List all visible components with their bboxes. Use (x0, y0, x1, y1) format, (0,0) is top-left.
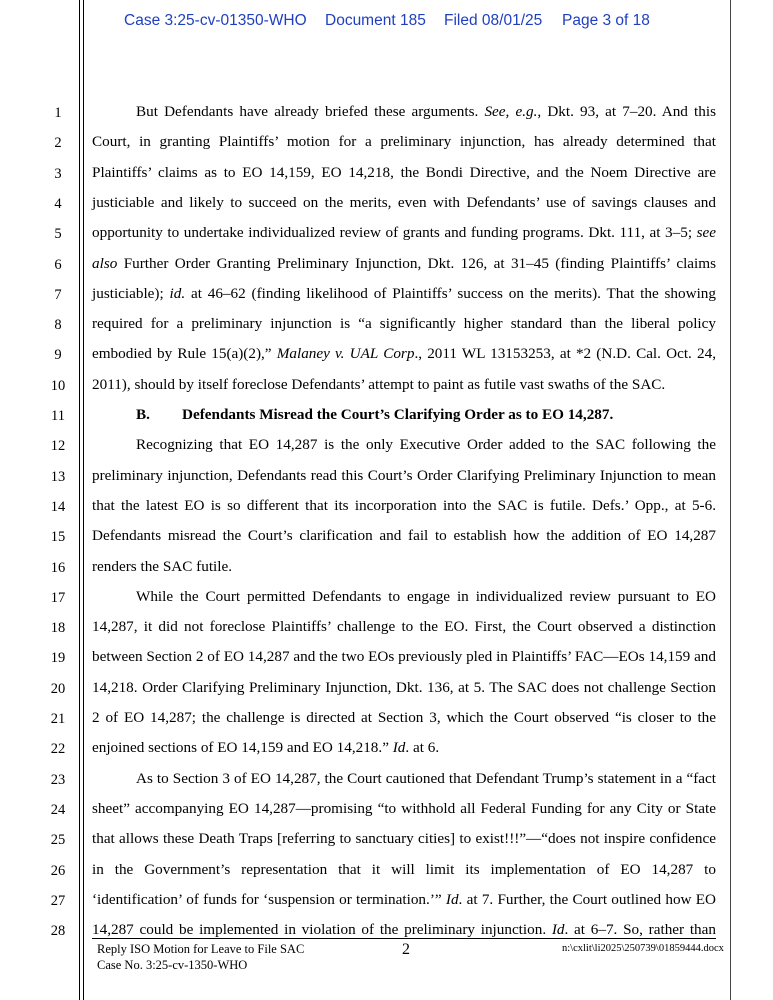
text-run: between Section 2 of EO 14,287 and the two EOs previously pled in Plaintiffs’ FAC—EOs 14,159 and (92, 648, 716, 666)
left-margin-rule-2 (83, 0, 84, 1000)
text-run: Further Order Granting Preliminary Injunction, Dkt. 126, at 31–45 (finding Plaintiffs’ claims (117, 254, 716, 272)
text-run: Court, in granting Plaintiffs’ motion for a preliminary injunction, has already determined that (92, 133, 716, 151)
line-number: 19 (50, 650, 66, 667)
text-run: justiciable and likely to succeed on the merits, even with Defendants’ use of savings clauses and (92, 193, 716, 211)
line-number: 26 (50, 862, 66, 879)
heading-letter: B. (136, 406, 150, 423)
text-run: renders the SAC futile. (92, 557, 233, 575)
line-number: 4 (54, 195, 62, 212)
text-line (136, 771, 716, 786)
text-run: . at 6. (405, 739, 440, 757)
text-run: As to Section 3 of EO 14,287, the Court cautioned that Defendant Trump’s statement in a “fact (136, 769, 716, 787)
text-run: Recognizing that EO 14,287 is the only Executive Order added to the SAC following the (136, 436, 716, 454)
line-number: 15 (50, 529, 66, 546)
italic-citation: also (92, 254, 118, 272)
italic-citation: Id (392, 739, 406, 757)
text-line (92, 619, 716, 634)
text-line (92, 134, 716, 149)
text-run: Plaintiffs’ claims as to EO 14,159, EO 14,218, the Bondi Directive, and the Noem Directive are (92, 163, 716, 181)
text-line (92, 165, 716, 180)
text-run: at 46–62 (finding likelihood of Plaintiffs’ success on the merits). That the showing (185, 284, 716, 302)
text-run: 2011), should by itself foreclose Defendants’ attempt to paint as futile vast swaths of the SAC. (92, 375, 666, 393)
text-run: Defendants misread the Court’s clarification and fail to establish how the addition of EO 14,287 (92, 527, 716, 545)
italic-citation: See, e.g. (484, 103, 538, 120)
line-number: 10 (50, 377, 66, 394)
text-run: that allows these Death Traps [referring to sanctuary cities] to exist!!!”—“does not inspire confidence (92, 830, 716, 848)
text-run: 14,287, it did not foreclose Plaintiffs’ challenge to the EO. First, the Court observed a distinction (92, 618, 716, 636)
italic-citation: id. (169, 284, 186, 302)
text-line (92, 377, 716, 392)
text-line (92, 468, 716, 483)
line-number: 16 (50, 559, 66, 576)
text-line (92, 649, 716, 664)
line-number: 8 (54, 317, 62, 334)
text-line (92, 256, 716, 271)
text-line (92, 831, 716, 846)
line-number: 14 (50, 498, 66, 515)
text-line (92, 225, 716, 240)
line-number: 28 (50, 923, 66, 940)
text-line (92, 559, 716, 574)
document-number: Document 185 (325, 12, 426, 29)
footer-case-number: Case No. 3:25-cv-1350-WHO (97, 958, 248, 972)
line-number: 17 (50, 589, 66, 606)
italic-citation: see (696, 224, 716, 242)
line-number: 21 (50, 711, 66, 727)
footer-title: Reply ISO Motion for Leave to File SAC (97, 942, 305, 956)
line-number: 13 (50, 468, 66, 485)
right-margin-rule (730, 0, 731, 1000)
heading-text: Defendants Misread the Court’s Clarifying Order as to EO 14,287. (182, 406, 614, 423)
line-number: 1 (54, 105, 62, 121)
text-run: 14,218. Order Clarifying Preliminary Injunction, Dkt. 136, at 5. The SAC does not challenge Section (92, 678, 716, 696)
file-path: n:\cxlit\li2025\250739\01859444.docx (562, 943, 724, 954)
line-number: 22 (50, 741, 66, 758)
text-run: preliminary injunction, Defendants read this Court’s Order Clarifying Preliminary Injunction to mean (92, 466, 716, 484)
text-line (92, 346, 716, 361)
text-line (92, 680, 716, 695)
section-heading (136, 407, 613, 422)
text-line (92, 195, 716, 210)
line-number: 3 (54, 165, 62, 182)
text-run: enjoined sections of EO 14,159 and EO 14,218.” (92, 739, 393, 757)
line-number: 2 (54, 135, 62, 152)
text-line (92, 710, 716, 725)
text-run: ., 2011 WL 13153253, at *2 (N.D. Cal. Oct. 24, (414, 345, 716, 363)
line-number: 12 (50, 438, 66, 455)
page-number: 2 (402, 941, 410, 958)
text-run: embodied by Rule 15(a)(2),” (92, 345, 277, 363)
text-line (92, 498, 716, 513)
text-line (92, 316, 716, 331)
line-number: 23 (50, 771, 66, 788)
text-run: . at 7. Further, the Court outlined how EO (458, 890, 717, 908)
text-line (92, 286, 716, 301)
text-run: sheet” accompanying EO 14,287—promising “to withhold all Federal Funding for any City or State (92, 799, 716, 817)
footer-rule (92, 938, 716, 939)
left-margin-rule-1 (79, 0, 80, 1000)
text-line (92, 922, 716, 937)
text-line (92, 528, 716, 543)
line-number: 7 (54, 286, 62, 303)
filed-date: Filed 08/01/25 (444, 12, 543, 29)
line-number: 9 (54, 347, 62, 364)
line-number: 20 (50, 680, 66, 697)
text-run: , Dkt. 93, at 7–20. And this (537, 103, 716, 120)
case-number: Case 3:25-cv-01350-WHO (124, 12, 307, 29)
italic-citation: Malaney v. UAL Corp (276, 345, 415, 363)
line-number: 6 (54, 256, 62, 273)
text-line (92, 862, 716, 877)
line-number: 18 (50, 620, 66, 637)
text-run: required for a preliminary injunction is “a significantly higher standard than the liberal policy (92, 315, 716, 333)
text-line (136, 104, 716, 119)
text-run: 14,287 could be implemented in violation of the preliminary injunction. (92, 921, 552, 939)
ecf-header (0, 12, 773, 34)
line-number: 24 (50, 801, 66, 818)
line-number: 27 (50, 892, 66, 909)
text-line (136, 589, 716, 604)
text-run: 2 of EO 14,287; the challenge is directed at Section 3, which the Court observed “is closer to the (92, 709, 716, 726)
text-run: But Defendants have already briefed these arguments. (136, 103, 485, 120)
text-run: justiciable); (92, 284, 170, 302)
text-run: in the Government’s representation that it will limit its implementation of EO 14,287 to (92, 860, 716, 878)
text-line (136, 437, 716, 452)
text-run: ‘identification’ of funds for ‘suspension or termination.’” (92, 890, 446, 908)
text-line (92, 740, 716, 755)
text-run: that the latest EO is so different that its incorporation into the SAC is futile. Defs.’ Opp., at 5-6. (92, 496, 716, 514)
italic-citation: Id (551, 921, 565, 939)
line-number: 11 (51, 408, 65, 424)
text-line (92, 892, 716, 907)
italic-citation: Id (445, 890, 459, 908)
text-line (92, 801, 716, 816)
text-run: opportunity to undertake individualized review of grants and funding programs. Dkt. 111, at 3–5; (92, 224, 697, 242)
line-number: 5 (54, 226, 62, 243)
page-of: Page 3 of 18 (562, 12, 650, 29)
line-number: 25 (50, 832, 66, 849)
text-run: . at 6–7. So, rather than (564, 921, 716, 939)
text-run: While the Court permitted Defendants to engage in individualized review pursuant to EO (136, 587, 716, 605)
